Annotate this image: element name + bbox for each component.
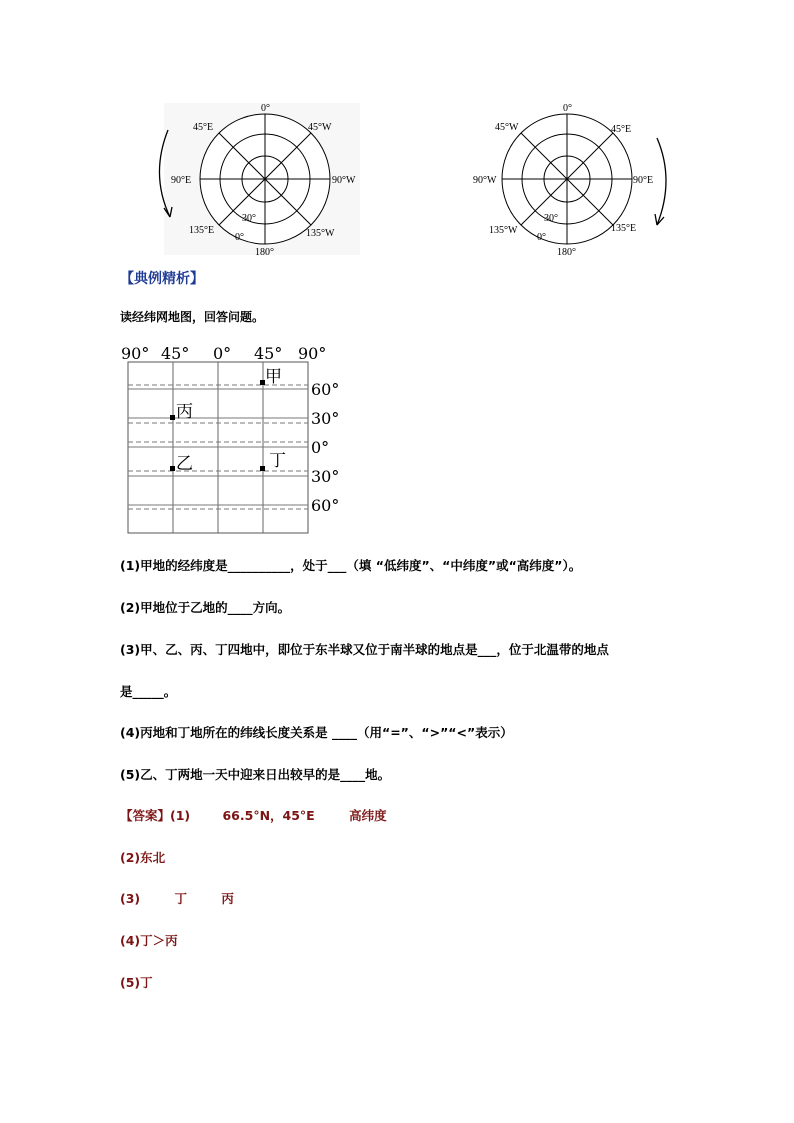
lat-label-0: 0° <box>311 438 330 457</box>
section-title: 【典例精析】 <box>120 271 204 287</box>
point-ding-marker <box>260 466 265 471</box>
point-yi-marker <box>170 466 175 471</box>
lon-label-45w: 45° <box>161 344 190 363</box>
label-lat0: 0° <box>537 232 546 243</box>
label-right: 90°E <box>633 175 654 186</box>
answer-3-second: 丙 <box>221 891 234 906</box>
label-top-right: 45°W <box>308 122 332 133</box>
lon-label-90e: 90° <box>298 344 327 363</box>
answer-3-first: 丁 <box>174 891 187 906</box>
lat-label-60s: 60° <box>311 496 340 515</box>
lat-label-60n: 60° <box>311 380 340 399</box>
label-bottom-left: 135°W <box>489 225 518 236</box>
answer-1-zone: 高纬度 <box>349 808 387 823</box>
polar-diagram-left <box>150 100 360 260</box>
answer-4: (4)丁＞丙 <box>120 933 178 948</box>
label-top: 0° <box>563 103 572 114</box>
label-top-right: 45°E <box>611 124 632 135</box>
label-lat30: 30° <box>242 213 256 224</box>
label-bottom-right: 135°E <box>611 223 637 234</box>
question-5: (5)乙、丁两地一天中迎来日出较早的是____地。 <box>120 767 391 782</box>
answer-1 <box>120 806 387 824</box>
lon-label-90w: 90° <box>121 344 150 363</box>
lat-label-30n: 30° <box>311 409 340 428</box>
label-bottom: 180° <box>255 247 274 258</box>
grid-map <box>118 340 348 540</box>
label-top-left: 45°E <box>193 122 214 133</box>
point-bing-marker <box>170 415 175 420</box>
label-right: 90°W <box>332 175 356 186</box>
label-lat30: 30° <box>544 213 558 224</box>
question-3: (3)甲、乙、丙、丁四地中，即位于东半球又位于南半球的地点是___，位于北温带的地点 <box>120 642 609 657</box>
answer-1-prefix: 【答案】(1) <box>120 808 191 823</box>
label-lat0: 0° <box>235 232 244 243</box>
label-top-left: 45°W <box>495 122 519 133</box>
point-ding-label: 丁 <box>269 451 286 471</box>
label-bottom: 180° <box>557 247 576 258</box>
question-2: (2)甲地位于乙地的____方向。 <box>120 600 291 615</box>
lon-label-0: 0° <box>213 344 232 363</box>
label-top: 0° <box>261 103 270 114</box>
answer-3 <box>120 889 234 907</box>
label-bottom-right: 135°W <box>306 228 335 239</box>
rotation-arrow <box>657 138 666 225</box>
answer-1-coord: 66.5°N，45°E <box>222 808 315 823</box>
point-yi-label: 乙 <box>176 454 193 474</box>
label-left: 90°W <box>473 175 497 186</box>
question-1: (1)甲地的经纬度是__________，处于___（填 “低纬度”、“中纬度”或“高纬度”）。 <box>120 558 582 573</box>
intro-text: 读经纬网地图，回答问题。 <box>120 310 265 324</box>
label-left: 90°E <box>171 175 192 186</box>
lon-label-45e: 45° <box>254 344 283 363</box>
answer-2: (2)东北 <box>120 850 166 865</box>
point-bing-label: 丙 <box>176 402 193 422</box>
question-3-continued: 是_____。 <box>120 684 177 699</box>
point-jia-label: 甲 <box>265 367 282 387</box>
polar-diagram-right <box>465 100 675 260</box>
question-4: (4)丙地和丁地所在的纬线长度关系是 ____（用“=”、“>”“<”表示） <box>120 725 513 740</box>
answer-3-prefix: (3) <box>120 891 141 906</box>
label-bottom-left: 135°E <box>189 225 215 236</box>
answer-5: (5)丁 <box>120 975 153 990</box>
lat-label-30s: 30° <box>311 467 340 486</box>
